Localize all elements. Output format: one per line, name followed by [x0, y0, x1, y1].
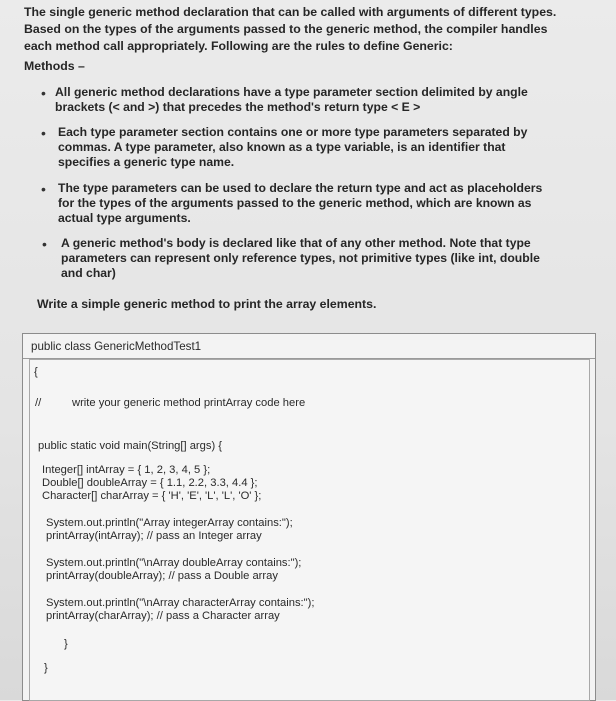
rule-line: parameters can represent only reference types, not primitive types (like int, double [61, 251, 540, 265]
rule-line: All generic method declarations have a type parameter section delimited by angle [55, 85, 528, 99]
char-array-line: Character[] charArray = { 'H', 'E', 'L', 'L', 'O' }; [42, 490, 262, 502]
open-brace: { [34, 366, 38, 378]
close-brace-class: } [44, 662, 48, 674]
comment-text: write your generic method printArray code here [72, 397, 306, 409]
rule-line: commas. A type parameter, also known as a type variable, is an identifier that [58, 140, 506, 154]
class-declaration: public class GenericMethodTest1 [31, 340, 202, 353]
rule-item [55, 85, 555, 115]
bullet-icon: • [41, 125, 46, 141]
rule-line: and char) [61, 266, 116, 280]
rule-item [61, 236, 561, 281]
rule-line: Each type parameter section contains one or more type parameters separated by [58, 125, 528, 139]
print-array-call: printArray(charArray); // pass a Character array [46, 610, 280, 622]
code-header [23, 334, 595, 359]
bullet-icon: • [42, 236, 47, 252]
println-line: System.out.println("\nArray doubleArray contains:"); [46, 557, 302, 569]
task-instruction: Write a simple generic method to print the array elements. [37, 297, 377, 311]
rule-item [58, 181, 563, 226]
code-box [22, 333, 596, 701]
close-brace-main: } [64, 638, 68, 650]
print-array-call: printArray(doubleArray); // pass a Double array [46, 570, 278, 582]
int-array-line: Integer[] intArray = { 1, 2, 3, 4, 5 }; [42, 464, 211, 476]
rule-line: specifies a generic type name. [58, 155, 235, 169]
main-declaration: public static void main(String[] args) { [38, 440, 223, 452]
bullet-icon: • [41, 85, 46, 101]
rule-line: actual type arguments. [58, 211, 191, 225]
rule-line: for the types of the arguments passed to the generic method, which are known as [58, 196, 532, 210]
intro-line: each method call appropriately. Following are the rules to define Generic: [24, 39, 453, 53]
rule-item [58, 125, 560, 170]
println-line: System.out.println("Array integerArray contains:"); [46, 517, 293, 529]
println-line: System.out.println("\nArray characterArray contains:"); [46, 597, 315, 609]
rule-line: The type parameters can be used to declare the return type and act as placeholders [58, 181, 543, 195]
rule-line: A generic method's body is declared like that of any other method. Note that type [61, 236, 531, 250]
intro-line: The single generic method declaration that can be called with arguments of different types. [24, 5, 557, 19]
code-editor[interactable] [29, 359, 590, 701]
rule-line: brackets (< and >) that precedes the method's return type < E > [55, 100, 421, 114]
double-array-line: Double[] doubleArray = { 1.1, 2.2, 3.3, 4.4 }; [42, 477, 258, 489]
print-array-call: printArray(intArray); // pass an Integer array [46, 530, 262, 542]
bullet-icon: • [41, 181, 46, 197]
methods-heading: Methods – [24, 59, 85, 73]
intro-paragraph [24, 4, 584, 55]
comment-slashes: // [35, 397, 42, 409]
intro-line: Based on the types of the arguments passed to the generic method, the compiler handles [24, 22, 548, 36]
